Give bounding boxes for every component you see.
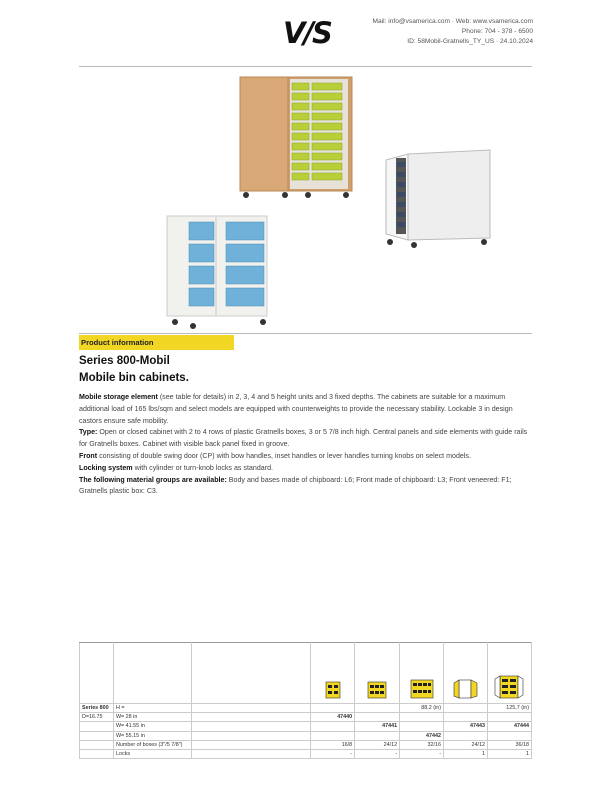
table-cell: 32/16 [400, 740, 444, 749]
model-thumbnail [400, 643, 444, 704]
header-cell [80, 643, 114, 704]
paragraph [79, 463, 535, 475]
header-cell [191, 643, 311, 704]
contact-line: Mail: info@vsamerica.com · Web: www.vsamerica.com [372, 18, 533, 25]
article-number [444, 731, 488, 740]
row-label: D=16.75 [80, 713, 114, 722]
paragraph-text: with cylinder or turn-knob locks as standard. [132, 463, 273, 472]
table-row [80, 713, 532, 722]
brand-logo: V/S [283, 16, 331, 50]
article-number [400, 722, 444, 731]
document-id: ID: 58Mobil-Gratnells_TY_US · 24.10.2024 [407, 38, 533, 45]
section-divider [79, 333, 532, 334]
product-subtitle: Mobile bin cabinets. [79, 372, 189, 384]
white-cabinet-photo [378, 148, 496, 250]
paragraph-text: consisting of double swing door (CP) with bow handles, inset handles or lever handles turning knobs on select models. [97, 451, 471, 460]
product-description [79, 392, 535, 498]
table-cell: 1 [444, 749, 488, 758]
wood-cabinet-photo [238, 75, 356, 200]
table-row [80, 740, 532, 749]
paragraph-text: (see table for details) in 2, 3, 4 and 5 height units and 3 fixed depths. The cabinets are suitable for a maximum additional load of 165 lbs/sqm and select models are equipped with counterweights to provide the necessary stability. Lockable 3 in design castors ensure safe mobility. [79, 393, 513, 425]
paragraph [79, 451, 535, 463]
paragraph-lead: Type: [79, 428, 98, 437]
table-cell [191, 713, 311, 722]
row-label [80, 740, 114, 749]
table-cell [311, 704, 355, 713]
paragraph-lead: Locking system [79, 463, 133, 472]
section-tag: Product information [79, 335, 234, 350]
blue-bin-cabinet-photo [165, 214, 271, 332]
table-cell: 16/8 [311, 740, 355, 749]
header-divider [79, 66, 532, 67]
article-number: 47440 [311, 713, 355, 722]
table-cell: 88,2 (in) [400, 704, 444, 713]
paragraph [79, 475, 535, 499]
spec-table [79, 642, 532, 759]
model-thumbnail [444, 643, 488, 704]
cabinet-open-door-icon [494, 675, 524, 699]
article-number [311, 722, 355, 731]
row-desc: Locks [113, 749, 191, 758]
paragraph [79, 392, 535, 427]
paragraph-lead: Mobile storage element [79, 393, 158, 401]
table-header-row [80, 643, 532, 704]
article-number: 47443 [444, 722, 488, 731]
paragraph-text: Open or closed cabinet with 2 to 4 rows of plastic Gratnells boxes, 3 or 5 7/8 inch high. Central panels and side elements with guide rails for Gratnells boxes. Cabinet with visible back panel fixed in groove. [79, 428, 528, 449]
row-desc: Number of boxes (3"/5 7/8") [113, 740, 191, 749]
table-cell [444, 704, 488, 713]
product-series-title: Series 800-Mobil [79, 355, 170, 367]
article-number: 47444 [487, 722, 531, 731]
table-cell [191, 749, 311, 758]
table-cell: 36/18 [487, 740, 531, 749]
phone-line: Phone: 704 - 378 - 6500 [461, 28, 533, 35]
header-contact [373, 17, 533, 47]
article-number [355, 731, 400, 740]
article-number: 47441 [355, 722, 400, 731]
article-number [355, 713, 400, 722]
row-desc: H = [113, 704, 191, 713]
table-cell: - [311, 749, 355, 758]
model-thumbnail [311, 643, 355, 704]
cabinet-icon [410, 679, 434, 699]
row-desc: W= 55.15 in [113, 731, 191, 740]
header-cell [113, 643, 191, 704]
table-cell [191, 731, 311, 740]
table-cell: 125,7 (in) [487, 704, 531, 713]
table-cell: 1 [487, 749, 531, 758]
row-label [80, 731, 114, 740]
table-row [80, 722, 532, 731]
cabinet-open-door-icon [453, 679, 479, 699]
table-cell [191, 704, 311, 713]
row-label [80, 749, 114, 758]
table-cell: - [400, 749, 444, 758]
row-desc: W= 28 in [113, 713, 191, 722]
model-thumbnail [487, 643, 531, 704]
row-label [80, 722, 114, 731]
table-cell [191, 722, 311, 731]
article-number: 47442 [400, 731, 444, 740]
row-desc: W= 41.55 in [113, 722, 191, 731]
article-number [487, 731, 531, 740]
table-cell [355, 704, 400, 713]
row-label: Series 800 [80, 704, 114, 713]
article-number [444, 713, 488, 722]
table-cell [191, 740, 311, 749]
model-thumbnail [355, 643, 400, 704]
table-row [80, 731, 532, 740]
cabinet-icon [367, 681, 387, 699]
article-number [400, 713, 444, 722]
paragraph [79, 427, 535, 451]
table-row [80, 704, 532, 713]
table-row [80, 749, 532, 758]
paragraph-lead: Front [79, 451, 98, 460]
cabinet-icon [325, 681, 341, 699]
table-cell: 24/12 [355, 740, 400, 749]
paragraph-lead: The following material groups are available: [79, 475, 227, 484]
paragraph-text: Body and bases made of chipboard: L6; Front made of chipboard: L3; Front veneered: F1; Gratnells plastic box: C3. [79, 475, 512, 496]
article-number [487, 713, 531, 722]
article-number [311, 731, 355, 740]
table-cell: - [355, 749, 400, 758]
table-cell: 24/12 [444, 740, 488, 749]
